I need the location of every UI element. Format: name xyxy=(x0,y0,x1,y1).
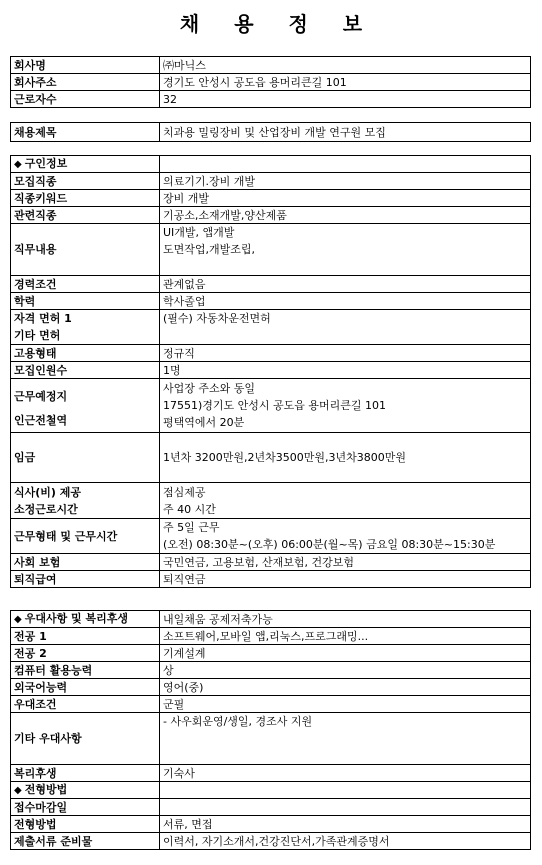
work-type-label: 근무형태 및 근무시간 xyxy=(11,519,160,554)
table-row xyxy=(11,123,531,142)
company-name-label: 회사명 xyxy=(11,57,160,74)
row-value: 군필 xyxy=(160,696,531,713)
table-row xyxy=(11,696,531,713)
location-label: 근무예정지 xyxy=(14,390,68,403)
job-title-label: 채용제목 xyxy=(11,123,160,142)
job-info-table xyxy=(10,155,531,588)
company-table xyxy=(10,56,531,108)
section-value: 내일채움 공제저축가능 xyxy=(160,611,531,628)
welfare-label: 복리후생 xyxy=(11,765,160,782)
other-preference-label: 기타 우대사항 xyxy=(11,713,160,765)
table-row xyxy=(11,57,531,74)
row-label: 전공 2 xyxy=(11,645,160,662)
table-row xyxy=(11,310,531,345)
row-value: 장비 개발 xyxy=(160,190,531,207)
table-row xyxy=(11,207,531,224)
work-hours-value: 주 40 시간 xyxy=(163,502,216,516)
row-label: 우대조건 xyxy=(11,696,160,713)
table-row xyxy=(11,816,531,833)
other-preference-value: - 사우회운영/생일, 경조사 지원 xyxy=(163,715,313,728)
row-value: 서류, 면접 xyxy=(160,816,531,833)
job-title-value: 치과용 밀링장비 및 산업장비 개발 연구원 모집 xyxy=(160,123,531,142)
row-value: 소프트웨어,모바일 앱,리눅스,프로그래밍... xyxy=(160,628,531,645)
table-row xyxy=(11,74,531,91)
employee-count-label: 근로자수 xyxy=(11,91,160,108)
row-label: 직종키워드 xyxy=(11,190,160,207)
row-value: 국민연금, 고용보험, 산재보험, 건강보험 xyxy=(160,554,531,571)
row-label: 외국어능력 xyxy=(11,679,160,696)
row-value: 기공소,소재개발,양산제품 xyxy=(160,207,531,224)
row-value: 1명 xyxy=(160,362,531,379)
row-label: 퇴직급여 xyxy=(11,571,160,588)
meal-label: 식사(비) 제공 xyxy=(14,485,82,499)
work-type-value-2: (오전) 08:30분~(오후) 06:00분(월~목) 금요일 08:30분~15:30분 xyxy=(163,538,496,551)
row-value: 관계없음 xyxy=(160,276,531,293)
row-label: 고용형태 xyxy=(11,345,160,362)
company-address-value: 경기도 안성시 공도읍 용머리큰길 101 xyxy=(160,74,531,91)
table-row xyxy=(11,799,531,816)
location-value-1: 사업장 주소와 동일 xyxy=(163,382,256,395)
job-title-table xyxy=(10,122,531,142)
row-label: 전공 1 xyxy=(11,628,160,645)
table-row xyxy=(11,571,531,588)
table-row xyxy=(11,519,531,554)
benefits-section-header xyxy=(11,611,160,628)
table-row xyxy=(11,379,531,433)
row-label: 모집인원수 xyxy=(11,362,160,379)
work-type-value-1: 주 5일 근무 xyxy=(163,521,220,534)
row-value: 퇴직연금 xyxy=(160,571,531,588)
table-row xyxy=(11,362,531,379)
table-row xyxy=(11,156,531,173)
table-row xyxy=(11,679,531,696)
table-row xyxy=(11,611,531,628)
license-value: (필수) 자동차운전면허 xyxy=(163,312,271,325)
table-row xyxy=(11,713,531,765)
row-value: 의료기기.장비 개발 xyxy=(160,173,531,190)
diamond-icon: ◆ xyxy=(14,785,22,796)
work-hours-label: 소정근로시간 xyxy=(14,502,78,516)
table-row xyxy=(11,276,531,293)
table-row xyxy=(11,91,531,108)
benefits-table xyxy=(10,610,531,850)
row-value: 영어(중) xyxy=(160,679,531,696)
station-value: 평택역에서 20분 xyxy=(163,416,245,429)
table-row xyxy=(11,345,531,362)
row-label: 모집직종 xyxy=(11,173,160,190)
duty-label: 직무내용 xyxy=(11,224,160,276)
diamond-icon: ◆ xyxy=(14,614,22,625)
table-row xyxy=(11,190,531,207)
company-name-value: ㈜마닉스 xyxy=(160,57,531,74)
license-label-2: 기타 면허 xyxy=(14,329,61,342)
table-row xyxy=(11,224,531,276)
table-row xyxy=(11,173,531,190)
section-label: 전형방법 xyxy=(24,783,68,796)
row-label: 관련직종 xyxy=(11,207,160,224)
row-value: 기계설계 xyxy=(160,645,531,662)
license-label-1: 자격 면허 1 xyxy=(14,312,72,325)
duty-value-1: UI개발, 앱개발 xyxy=(163,226,235,239)
company-address-label: 회사주소 xyxy=(11,74,160,91)
row-value xyxy=(160,799,531,816)
table-row xyxy=(11,433,531,483)
duty-value-2: 도면작업,개발조립, xyxy=(163,243,256,256)
table-row xyxy=(11,628,531,645)
diamond-icon: ◆ xyxy=(14,159,22,170)
section-label: 구인정보 xyxy=(24,157,68,170)
table-row xyxy=(11,645,531,662)
welfare-value: 기숙사 xyxy=(160,765,531,782)
table-row xyxy=(11,662,531,679)
row-value: 이력서, 자기소개서,건강진단서,가족관계증명서 xyxy=(160,833,531,850)
table-row xyxy=(11,554,531,571)
table-row xyxy=(11,833,531,850)
job-info-section-header xyxy=(11,156,160,173)
table-row xyxy=(11,765,531,782)
meal-value: 점심제공 xyxy=(163,485,206,499)
row-label: 제출서류 준비물 xyxy=(11,833,160,850)
table-row xyxy=(11,293,531,310)
process-section-header xyxy=(11,782,160,799)
station-label: 인근전철역 xyxy=(14,414,68,427)
row-label: 학력 xyxy=(11,293,160,310)
location-value-2: 17551)경기도 안성시 공도읍 용머리큰길 101 xyxy=(163,399,387,412)
row-label: 경력조건 xyxy=(11,276,160,293)
row-value: 학사졸업 xyxy=(160,293,531,310)
section-label: 우대사항 및 복리후생 xyxy=(24,612,128,625)
page-title: 채 용 정 보 xyxy=(179,12,377,36)
row-label: 컴퓨터 활용능력 xyxy=(11,662,160,679)
row-label: 전형방법 xyxy=(11,816,160,833)
row-value: 상 xyxy=(160,662,531,679)
wage-value: 1년차 3200만원,2년차3500만원,3년차3800만원 xyxy=(160,433,531,483)
row-value: 정규직 xyxy=(160,345,531,362)
row-label: 접수마감일 xyxy=(11,799,160,816)
table-row xyxy=(11,483,531,519)
employee-count-value: 32 xyxy=(160,91,531,108)
table-row xyxy=(11,782,531,799)
row-label: 사회 보험 xyxy=(11,554,160,571)
wage-label: 임금 xyxy=(11,433,160,483)
